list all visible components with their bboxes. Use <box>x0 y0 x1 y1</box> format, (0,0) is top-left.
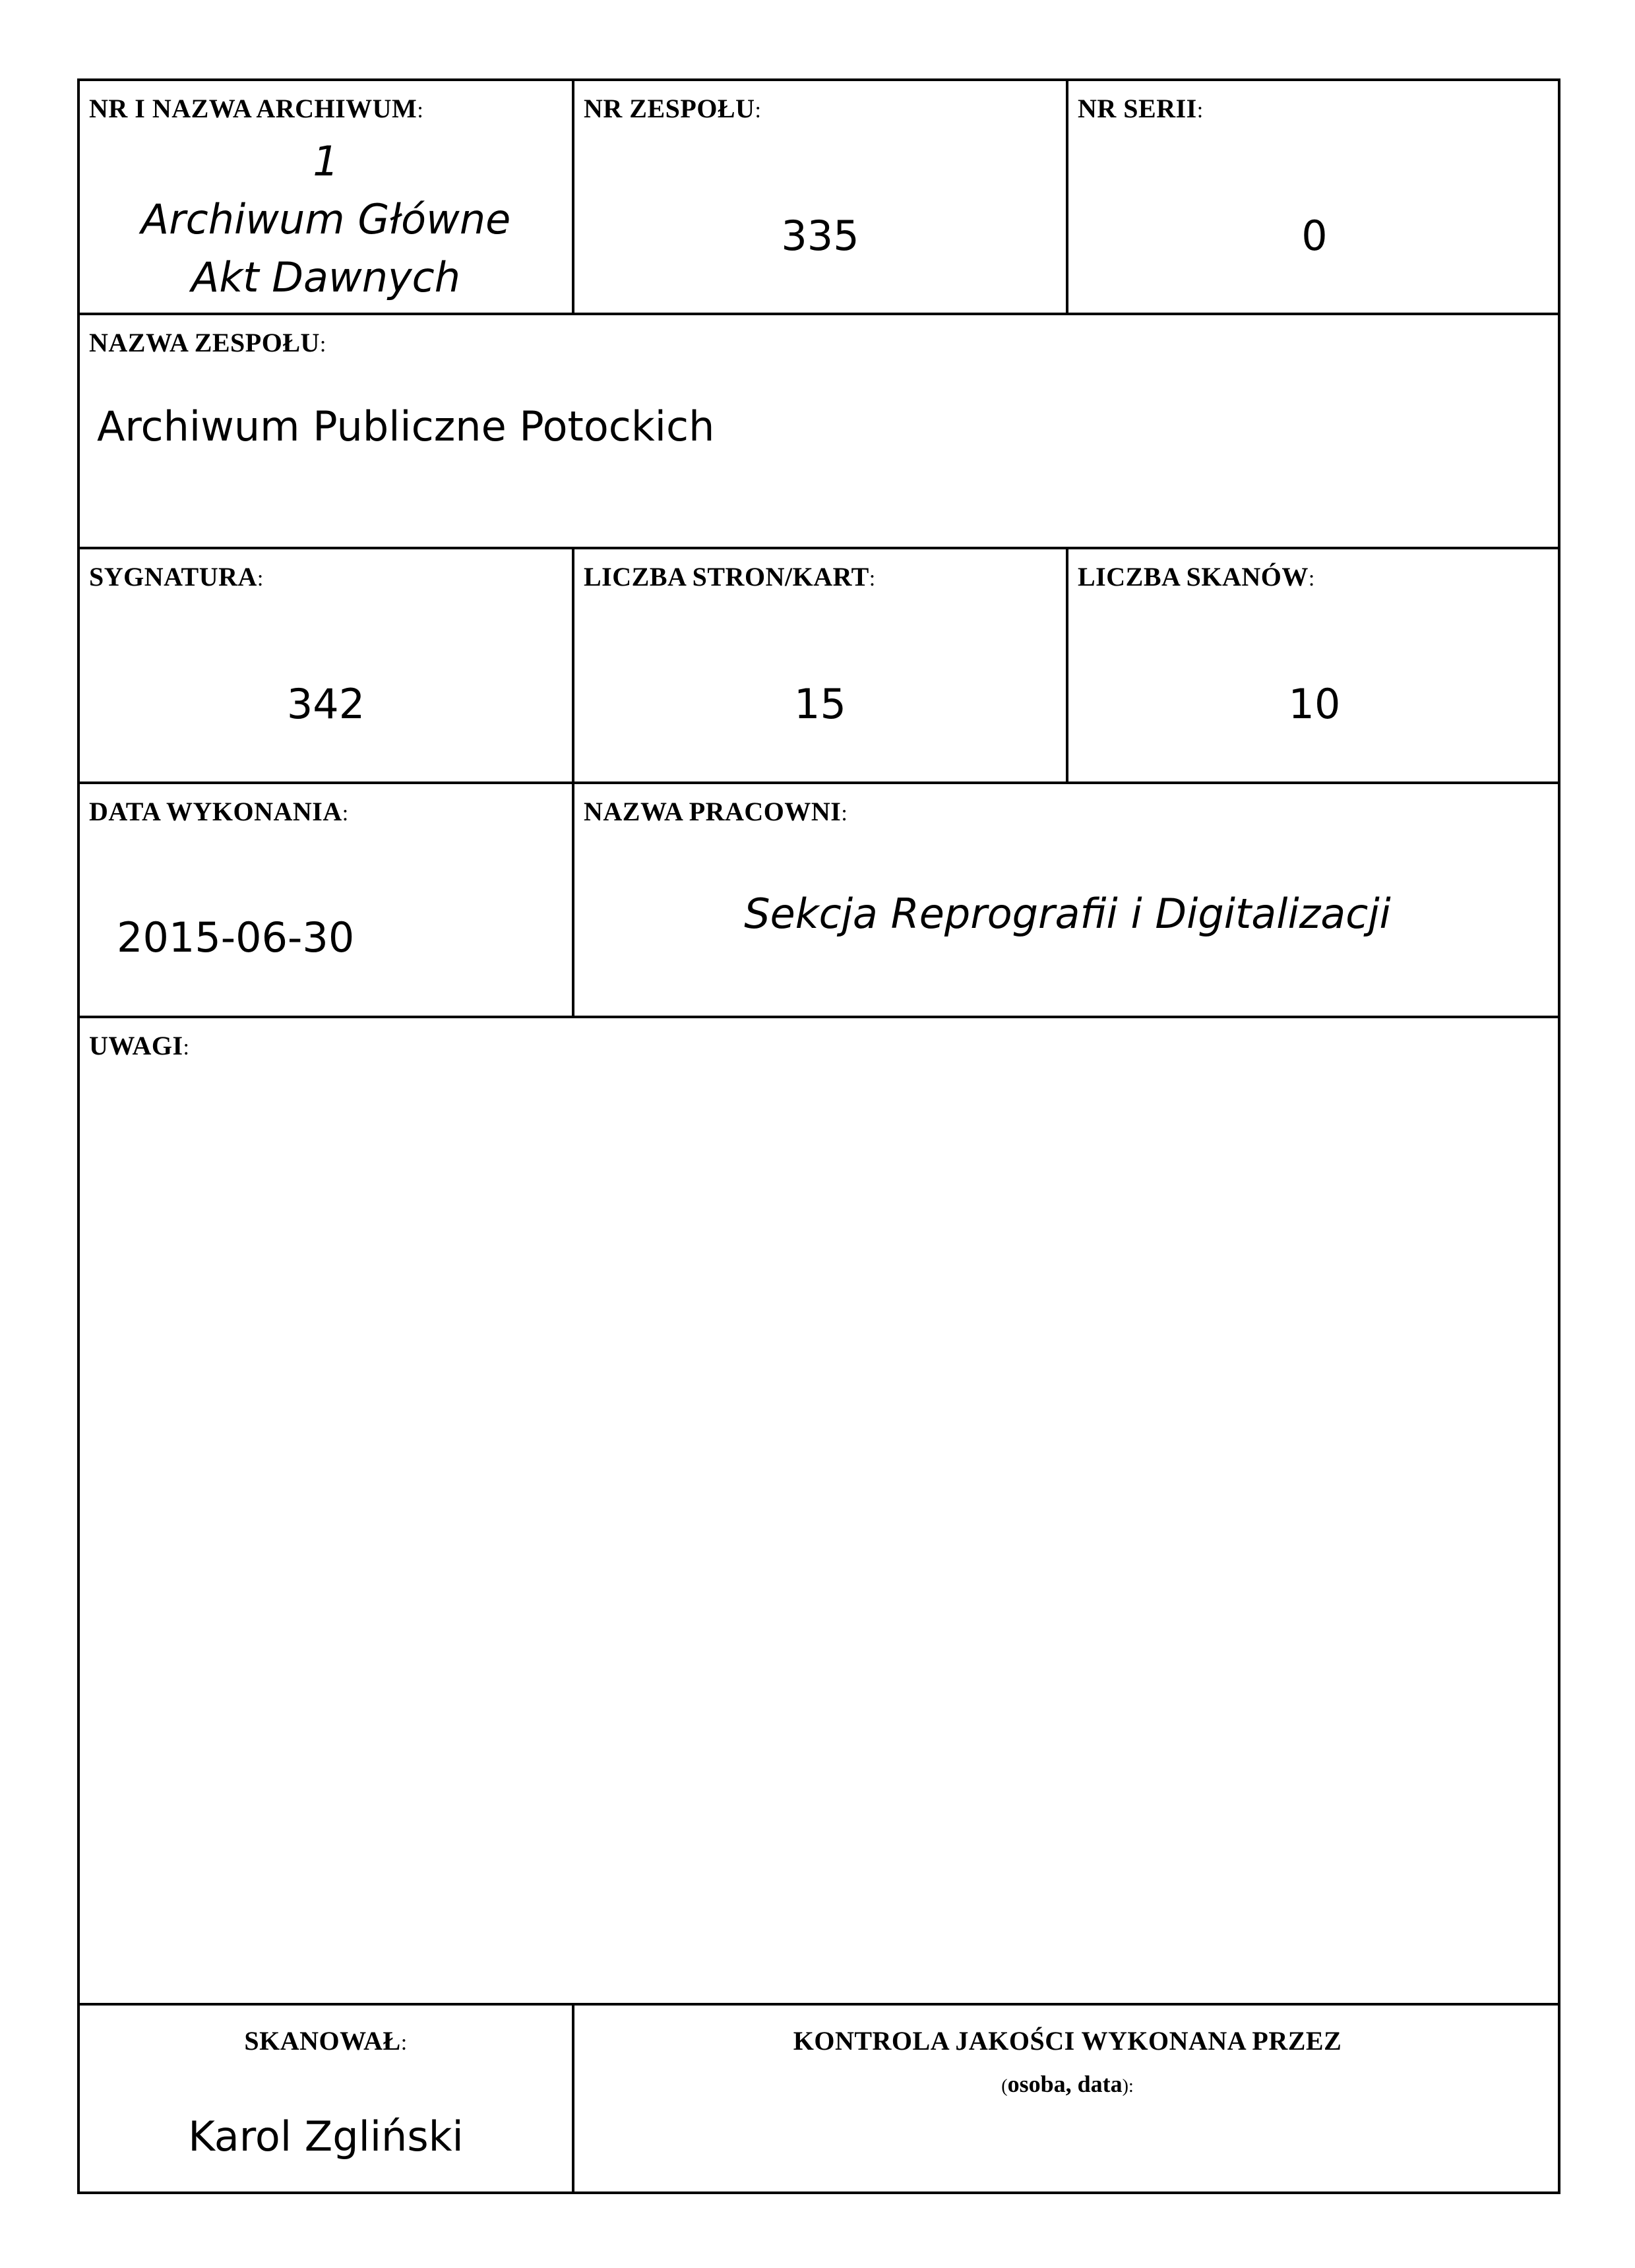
page-count-value: 15 <box>794 680 846 728</box>
scan-count-cell <box>1068 549 1560 782</box>
scan-count-label: LICZBA SKANÓW: <box>1078 562 1315 592</box>
quality-control-cell <box>574 2006 1560 2194</box>
signature-value: 342 <box>286 680 365 728</box>
page-count-cell <box>574 549 1066 782</box>
fonds-name-cell <box>80 315 1558 547</box>
archive-name-line1: Archiwum Główne <box>140 195 511 243</box>
scanned-by-label: SKANOWAŁ: <box>244 2026 408 2056</box>
quality-control-sublabel: (osoba, data): <box>1001 2071 1134 2097</box>
notes-label: UWAGI: <box>89 1031 190 1060</box>
signature-label: SYGNATURA: <box>89 562 264 592</box>
fonds-number-value: 335 <box>781 212 859 260</box>
workshop-value: Sekcja Reprografii i Digitalizacji <box>744 890 1391 938</box>
date-cell <box>80 784 572 1016</box>
fonds-name-label: NAZWA ZESPOŁU: <box>89 328 326 357</box>
scanned-by-cell <box>80 2006 572 2194</box>
workshop-label: NAZWA PRACOWNI: <box>584 797 848 826</box>
fonds-number-cell <box>574 81 1066 313</box>
workshop-cell <box>574 784 1560 1016</box>
scanned-by-value: Karol Zgliński <box>188 2112 464 2161</box>
notes-cell <box>80 1018 1558 2003</box>
date-label: DATA WYKONANIA: <box>89 797 349 826</box>
fonds-name-value: Archiwum Publiczne Potockich <box>97 402 715 450</box>
archive-name-line2: Akt Dawnych <box>191 253 461 301</box>
series-number-cell <box>1068 81 1560 313</box>
archive-label: NR I NAZWA ARCHIWUM: <box>89 94 424 123</box>
quality-control-label: KONTROLA JAKOŚCI WYKONANA PRZEZ <box>793 2026 1342 2056</box>
archive-cell <box>80 81 572 313</box>
page-count-label: LICZBA STRON/KART: <box>584 562 876 592</box>
scan-count-value: 10 <box>1288 680 1341 728</box>
archive-number: 1 <box>313 137 339 185</box>
scan-metadata-form <box>77 78 1560 2194</box>
fonds-number-label: NR ZESPOŁU: <box>584 94 762 123</box>
signature-cell <box>80 549 572 782</box>
series-number-value: 0 <box>1301 212 1328 260</box>
date-value: 2015-06-30 <box>117 913 355 962</box>
series-number-label: NR SERII: <box>1078 94 1204 123</box>
